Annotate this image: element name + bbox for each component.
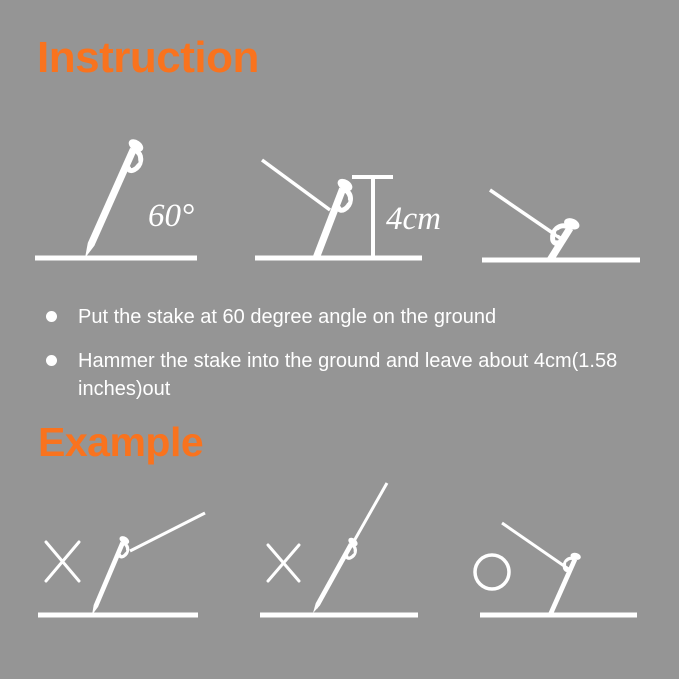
wrong-mark-icon (46, 542, 79, 581)
diagram-stake-60-degree (30, 110, 230, 270)
example-wrong-lean (20, 480, 230, 650)
diagram-stake-set (460, 110, 670, 270)
instruction-list (46, 303, 621, 419)
guyline (502, 523, 570, 570)
bullet-icon (46, 355, 57, 366)
stake-icon (308, 535, 361, 616)
depth-label: 4cm (386, 201, 441, 237)
guyline (130, 513, 205, 551)
bullet-text: Put the stake at 60 degree angle on the ground (78, 306, 497, 328)
wrong-mark-icon (268, 545, 299, 581)
stake-icon (78, 136, 149, 263)
bullet-text: Hammer the stake into the ground and leave about 4cm(1.58 inches)out (78, 350, 618, 400)
correct-mark-icon (475, 555, 509, 589)
stake-icon (87, 534, 132, 618)
bullet-icon (46, 311, 57, 322)
guyline (262, 160, 330, 210)
example-wrong-inline (240, 480, 450, 650)
angle-label: 60° (148, 198, 195, 234)
example-correct (450, 480, 679, 650)
instruction-heading: Instruction (37, 33, 259, 82)
list-item (46, 303, 621, 331)
diagram-stake-4cm (240, 110, 450, 270)
example-heading: Example (38, 419, 204, 465)
list-item (46, 347, 621, 403)
